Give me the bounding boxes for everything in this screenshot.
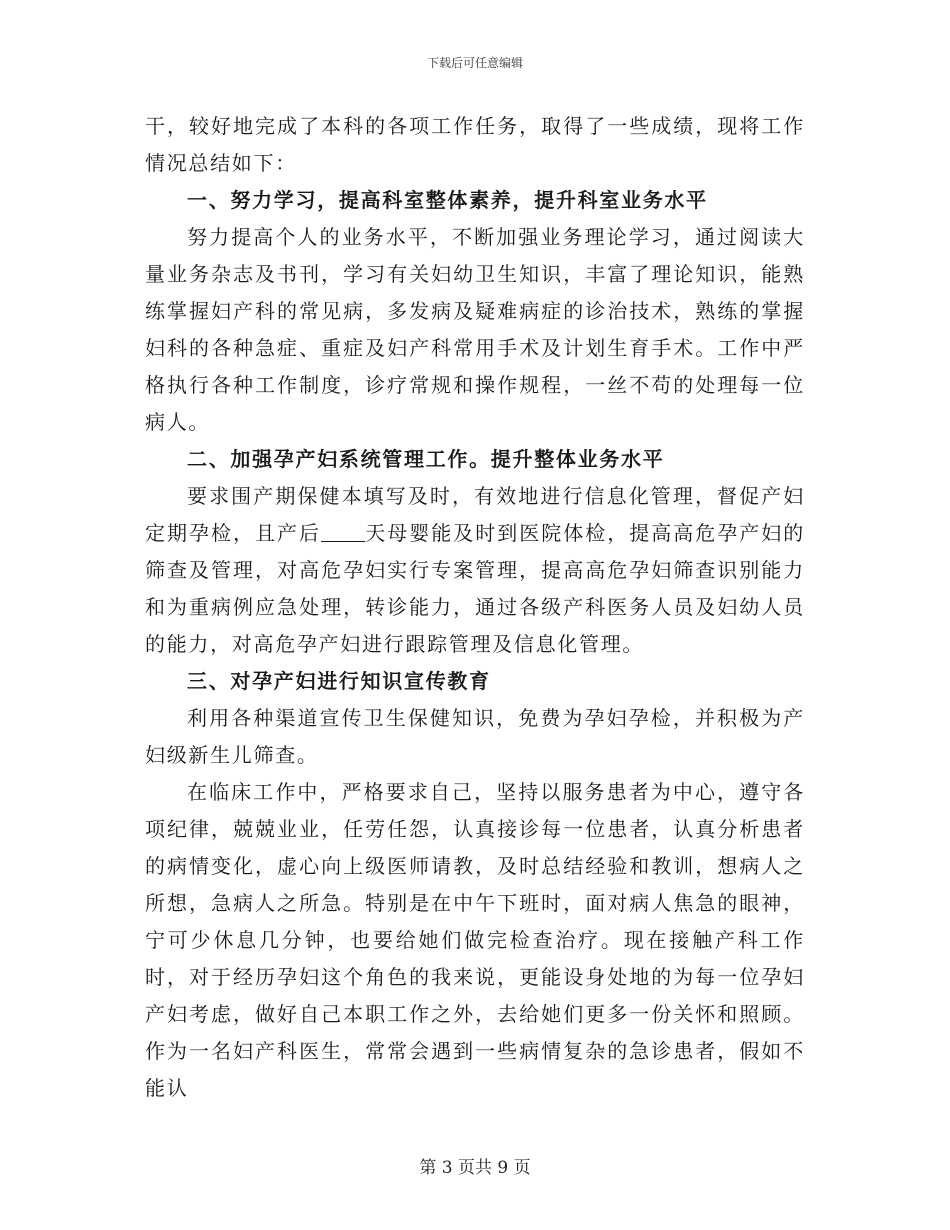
fill-in-blank xyxy=(321,521,365,542)
page-header: 下载后可任意编辑 xyxy=(426,56,523,70)
section-heading-3: 三、对孕产妇进行知识宣传教育 xyxy=(187,669,491,693)
paragraph-study: 努力提高个人的业务水平，不断加强业务理论学习，通过阅读大量业务杂志及书刊，学习有关妇幼卫生知识，丰富了理论知识，能熟练掌握妇产科的常见病，多发病及疑难病症的诊治技术，熟练的掌握妇科的各种急症、重症及妇产科常用手术及计划生育手术。工作中严格执行各种工作制度，诊疗常规和操作规程，一丝不苟的处理每一位病人。 xyxy=(145,225,805,434)
paragraph-management-part-2: 天母婴能及时到医院体检，提高高危孕产妇的筛查及管理，对高危孕妇实行专案管理，提高高危孕妇筛查识别能力和为重病例应急处理，转诊能力，通过各级产科医务人员及妇幼人员的能力，对高危孕产妇进行跟踪管理及信息化管理。 xyxy=(145,521,805,656)
page-number: 第 3 页共 9 页 xyxy=(419,1158,531,1178)
section-heading-2: 二、加强孕产妇系统管理工作。提升整体业务水平 xyxy=(187,447,665,471)
section-heading-1: 一、努力学习，提高科室整体素养，提升科室业务水平 xyxy=(187,188,708,212)
document-body xyxy=(145,108,805,1107)
paragraph-intro-continuation: 干，较好地完成了本科的各项工作任务，取得了一些成绩，现将工作情况总结如下： xyxy=(145,114,805,175)
paragraph-clinical: 在临床工作中，严格要求自己，坚持以服务患者为中心，遵守各项纪律，兢兢业业，任劳任怨，认真接诊每一位患者，认真分析患者的病情变化，虚心向上级医师请教，及时总结经验和教训，想病人之所想，急病人之所急。特别是在中午下班时，面对病人焦急的眼神，宁可少休息几分钟，也要给她们做完检查治疗。现在接触产科工作时，对于经历孕妇这个角色的我来说，更能设身处地的为每一位孕妇产妇考虑，做好自己本职工作之外，去给她们更多一份关怀和照顾。作为一名妇产科医生，常常会遇到一些病情复杂的急诊患者，假如不能认 xyxy=(145,780,805,1100)
paragraph-education: 利用各种渠道宣传卫生保健知识，免费为孕妇孕检，并积极为产妇级新生儿筛查。 xyxy=(145,706,805,767)
paragraph-management-part-1: 要求围产期保健本填写及时，有效地进行信息化管理，督促产妇定期孕检，且产后 xyxy=(145,484,805,545)
paragraph-management xyxy=(145,478,805,663)
